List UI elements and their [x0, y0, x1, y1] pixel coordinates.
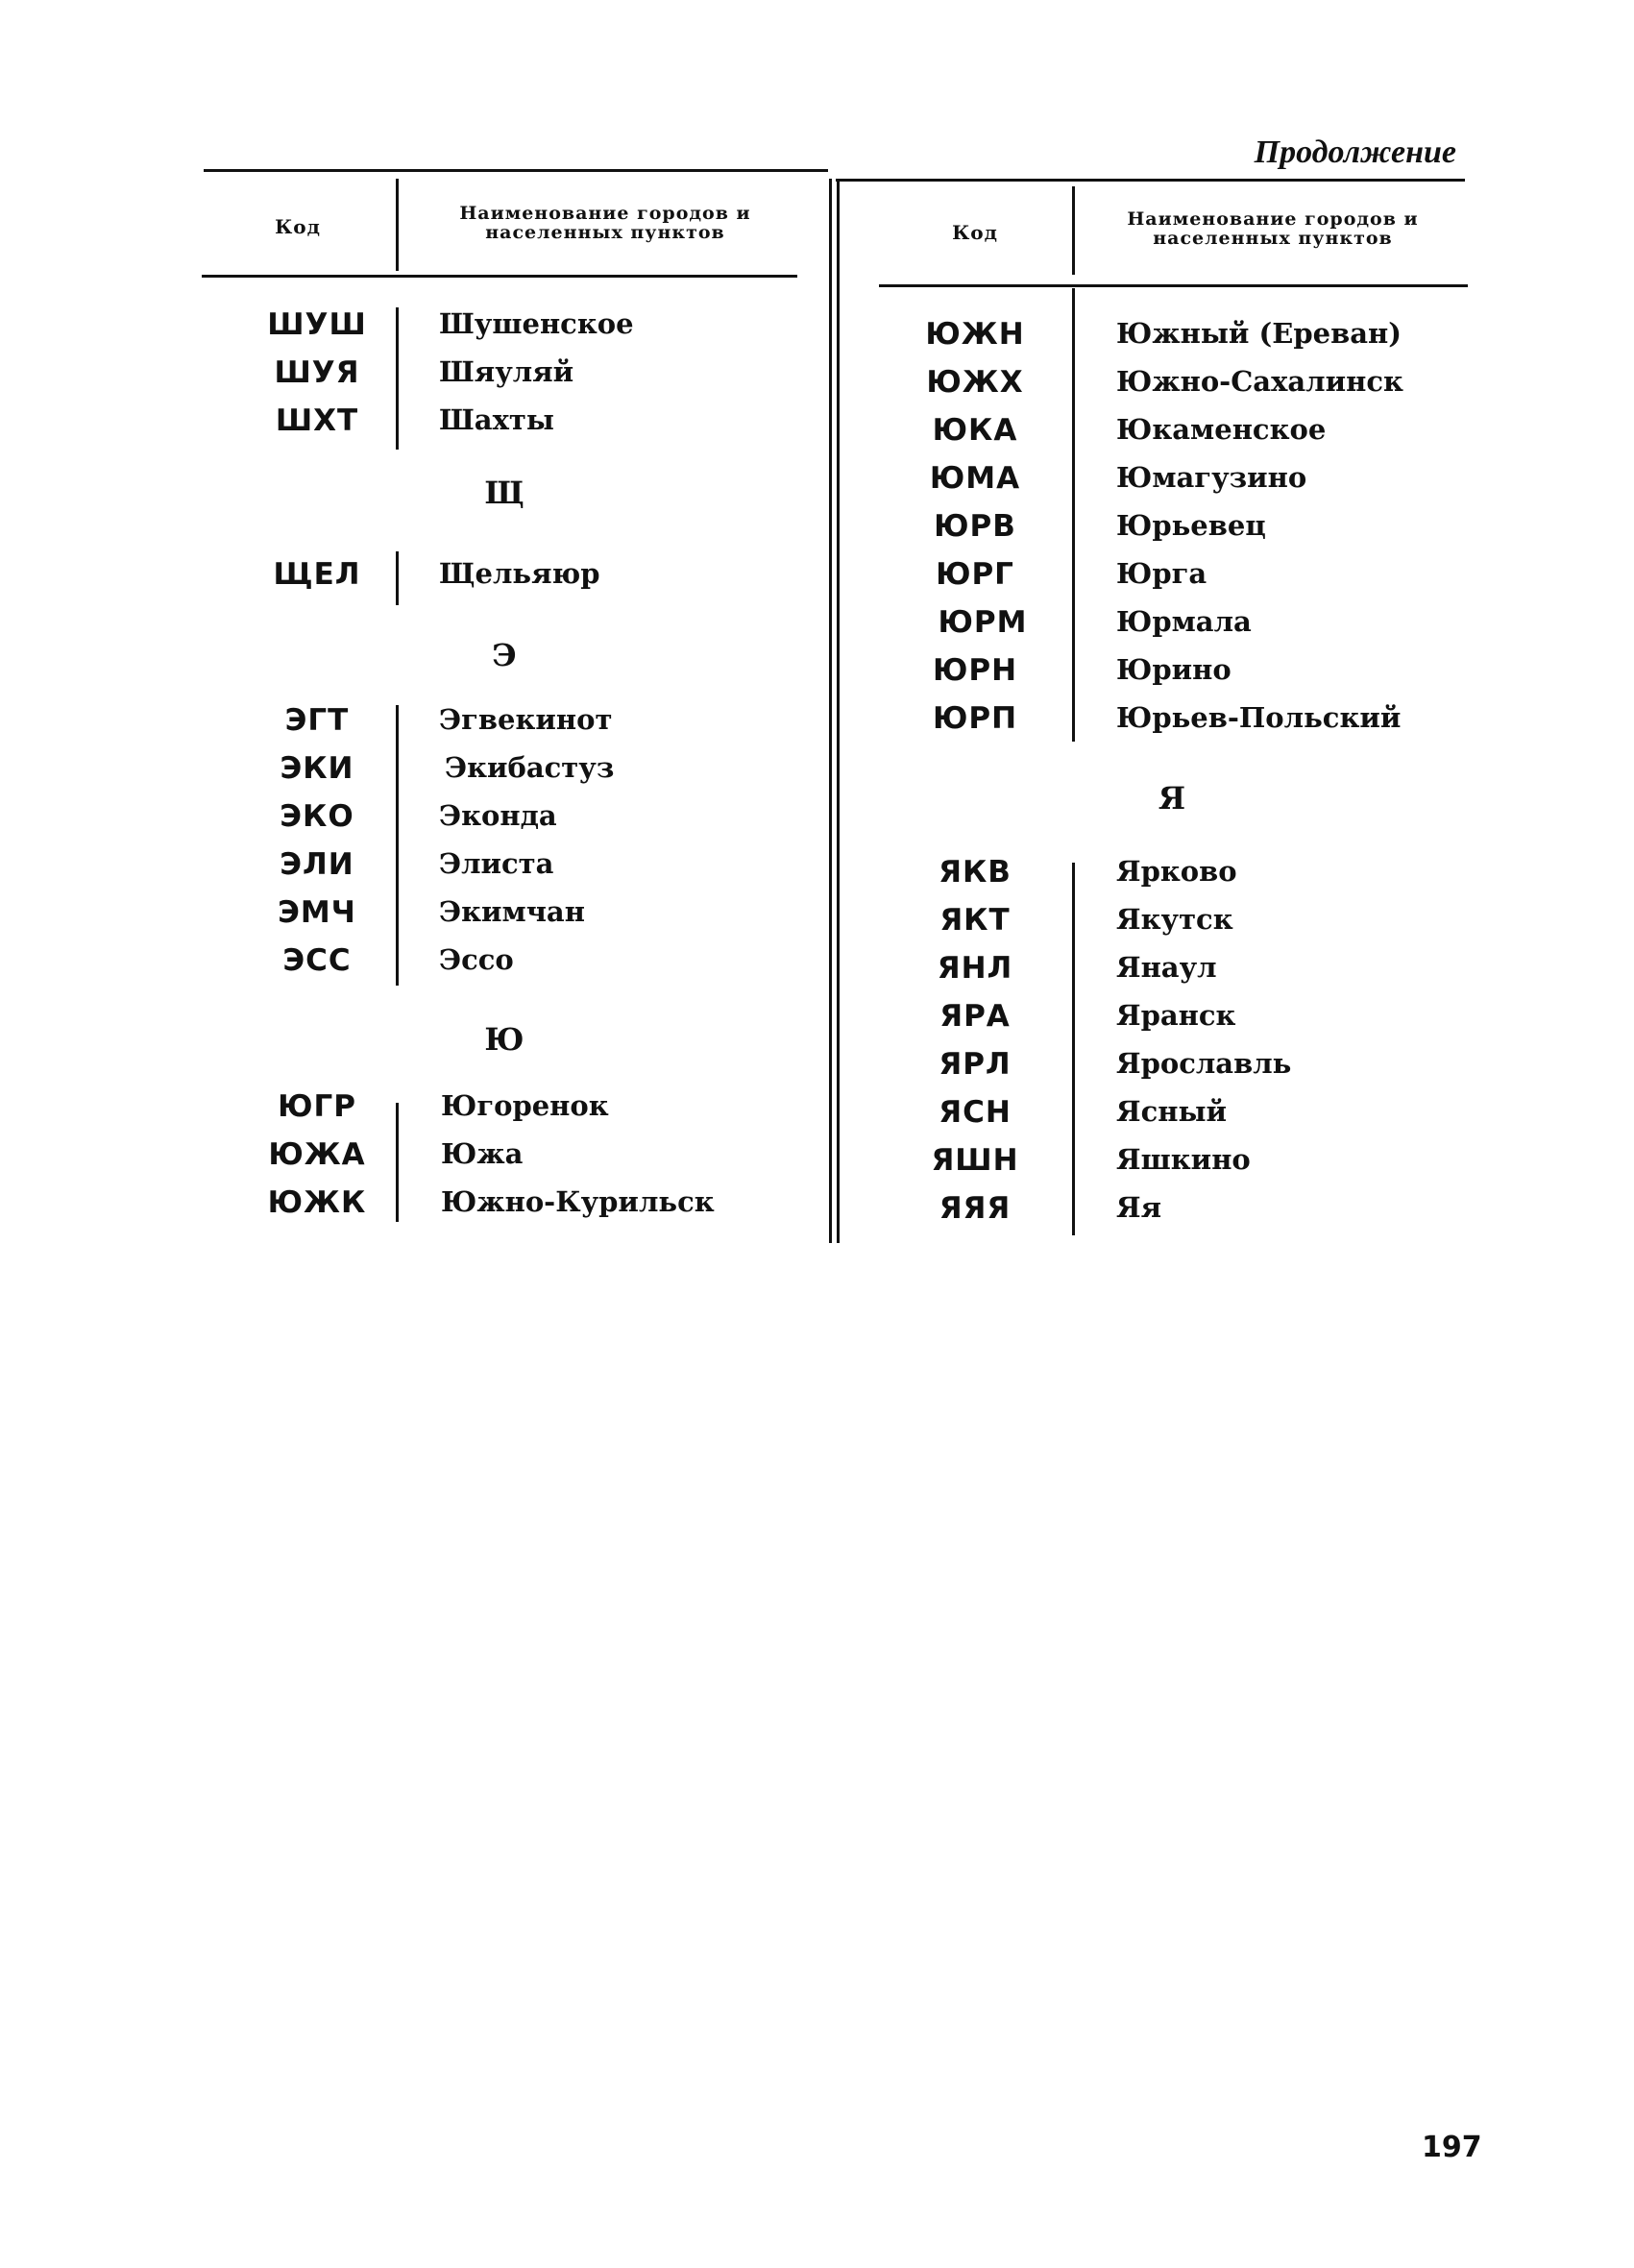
- row-name: Эссо: [439, 943, 514, 976]
- row-code: ЮЖК: [267, 1185, 367, 1220]
- table-row: [893, 1143, 1470, 1191]
- row-code: ЯШН: [931, 1143, 1019, 1178]
- page-number: 197: [1422, 2131, 1482, 2164]
- right-header-divider: [1072, 186, 1075, 275]
- row-name: Юкаменское: [1116, 413, 1327, 446]
- table-row: [893, 1191, 1470, 1239]
- row-name: Шушенское: [439, 307, 634, 340]
- left-header-name-line2: населенных пунктов: [485, 222, 725, 243]
- row-code: ЩЕЛ: [273, 557, 361, 592]
- table-row: [235, 557, 793, 605]
- table-row: [235, 895, 793, 943]
- row-name: Юрга: [1116, 557, 1207, 590]
- row-code: ШУШ: [267, 307, 367, 342]
- row-code: ЭСС: [282, 943, 352, 978]
- row-code: ЮРП: [932, 701, 1018, 736]
- center-double-rule-a: [829, 179, 832, 1243]
- row-code: ЮРМ: [938, 605, 1028, 640]
- right-header-bottom-rule: [879, 284, 1468, 287]
- row-name: Яшкино: [1116, 1143, 1251, 1176]
- row-name: Экимчан: [439, 895, 585, 928]
- row-code: ЮКА: [932, 413, 1018, 448]
- row-code: ШХТ: [275, 403, 359, 438]
- table-row: [235, 1089, 793, 1137]
- left-header-name: [403, 204, 807, 242]
- table-row: [893, 653, 1470, 701]
- top-rule-left: [204, 169, 828, 172]
- row-code: ЭКО: [280, 799, 354, 834]
- table-row: [893, 509, 1470, 557]
- row-name: Ярославль: [1116, 1047, 1292, 1080]
- row-code: ЯРЛ: [939, 1047, 1012, 1082]
- row-name: Эконда: [439, 799, 557, 832]
- top-rule-right: [836, 179, 1465, 182]
- row-code: ЭЛИ: [280, 847, 354, 882]
- table-row: [893, 1047, 1470, 1095]
- right-header-name-line1: Наименование городов и: [1127, 208, 1419, 230]
- row-name: Эгвекинот: [439, 703, 613, 736]
- row-code: ЯЯЯ: [939, 1191, 1012, 1226]
- table-row: [235, 799, 793, 847]
- table-row: [893, 317, 1470, 365]
- table-row: [235, 943, 793, 991]
- row-name: Элиста: [439, 847, 554, 880]
- row-name: Якутск: [1116, 903, 1233, 936]
- left-header-code: Код: [275, 215, 321, 238]
- row-name: Экибастуз: [445, 751, 615, 784]
- row-name: Ярково: [1116, 855, 1237, 888]
- row-code: ЭМЧ: [278, 895, 356, 930]
- table-row: [235, 847, 793, 895]
- table-row: [893, 999, 1470, 1047]
- row-code: ЯНЛ: [937, 951, 1013, 986]
- table-row: [235, 355, 793, 403]
- table-row: [893, 903, 1470, 951]
- row-code: ЯКТ: [939, 903, 1011, 938]
- row-name: Южно-Сахалинск: [1116, 365, 1403, 398]
- left-header-name-line1: Наименование городов и: [459, 203, 751, 224]
- row-code: ЯКВ: [939, 855, 1012, 890]
- left-header-divider: [396, 179, 399, 271]
- table-row: [235, 751, 793, 799]
- table-row: [893, 951, 1470, 999]
- table-row: [893, 605, 1470, 653]
- row-code: ЮЖХ: [926, 365, 1024, 400]
- row-code: ЮРН: [932, 653, 1018, 688]
- section-letter-e: Э: [492, 637, 517, 673]
- row-code: ЯРА: [939, 999, 1011, 1034]
- table-row: [235, 307, 793, 355]
- row-code: ЯСН: [939, 1095, 1012, 1130]
- row-name: Яя: [1116, 1191, 1161, 1224]
- row-name: Шяуляй: [439, 355, 574, 388]
- row-name: Юрмала: [1116, 605, 1252, 638]
- row-name: Юмагузино: [1116, 461, 1307, 494]
- table-row: [893, 365, 1470, 413]
- table-row: [235, 1137, 793, 1185]
- row-code: ЮГР: [278, 1089, 356, 1124]
- row-name: Юрьевец: [1116, 509, 1266, 542]
- row-code: ЮРВ: [934, 509, 1016, 544]
- center-double-rule-b: [837, 179, 840, 1243]
- table-row: [893, 461, 1470, 509]
- row-code: ЮРГ: [936, 557, 1014, 592]
- row-name: Юрьев-Польский: [1116, 701, 1402, 734]
- table-row: [893, 701, 1470, 749]
- row-name: Янаул: [1116, 951, 1217, 984]
- row-name: Шахты: [439, 403, 554, 436]
- table-row: [893, 413, 1470, 461]
- table-row: [235, 403, 793, 451]
- section-letter-ya: Я: [1158, 780, 1186, 817]
- table-row: [893, 557, 1470, 605]
- row-name: Южный (Ереван): [1116, 317, 1402, 350]
- row-name: Южа: [441, 1137, 524, 1170]
- row-code: ШУЯ: [274, 355, 360, 390]
- row-name: Щельяюр: [439, 557, 600, 590]
- table-row: [893, 855, 1470, 903]
- row-name: Южно-Курильск: [441, 1185, 715, 1218]
- row-code: ЭКИ: [280, 751, 354, 786]
- row-name: Ясный: [1116, 1095, 1228, 1128]
- row-code: ЮМА: [929, 461, 1021, 496]
- row-name: Юрино: [1116, 653, 1232, 686]
- right-header-code: Код: [952, 221, 998, 244]
- section-letter-yu: Ю: [484, 1021, 524, 1058]
- left-header-bottom-rule: [202, 275, 797, 278]
- section-letter-shch: Щ: [484, 475, 524, 511]
- row-code: ЭГТ: [284, 703, 350, 738]
- row-name: Югоренок: [441, 1089, 609, 1122]
- row-code: ЮЖА: [268, 1137, 366, 1172]
- table-row: [235, 703, 793, 751]
- row-code: ЮЖН: [925, 317, 1025, 352]
- continuation-label: Продолжение: [1254, 134, 1456, 170]
- table-row: [893, 1095, 1470, 1143]
- right-header-name-line2: населенных пунктов: [1153, 228, 1393, 249]
- right-header-name: [1081, 209, 1465, 248]
- row-name: Яранск: [1116, 999, 1236, 1032]
- table-row: [235, 1185, 793, 1233]
